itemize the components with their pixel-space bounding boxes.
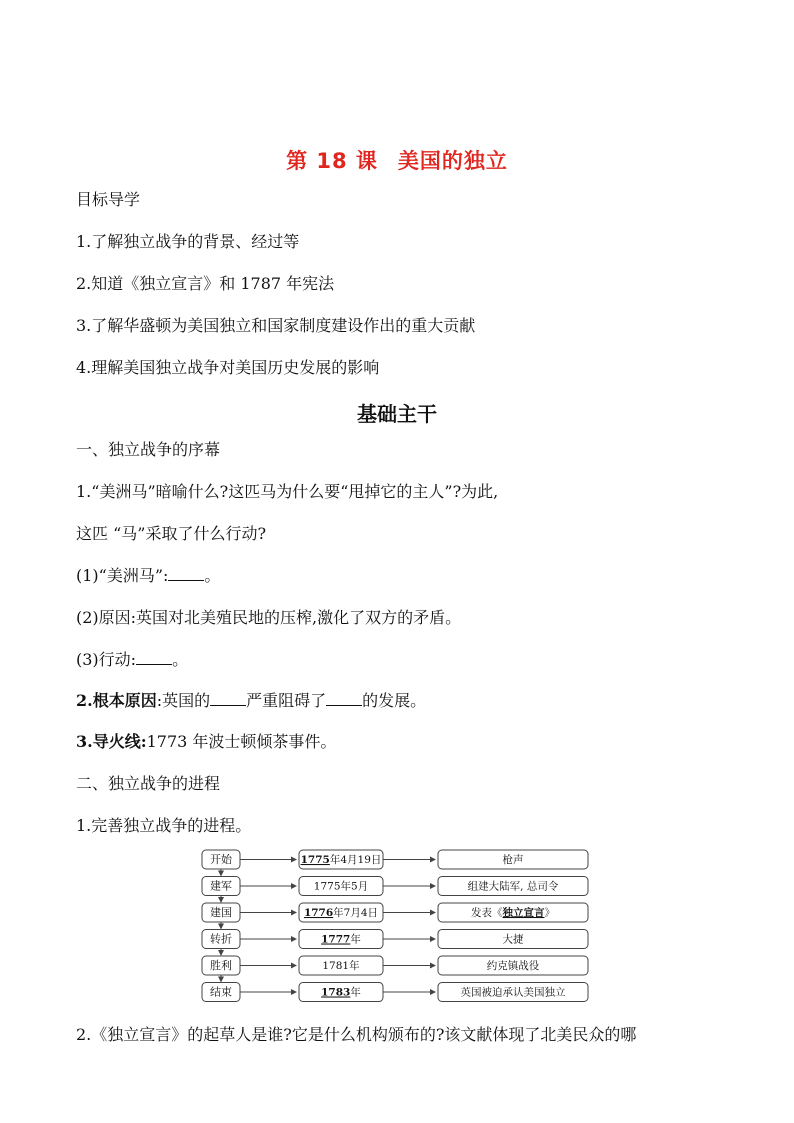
answer-2: (2)原因:英国对北美殖民地的压榨,激化了双方的矛盾。 [76, 608, 462, 627]
part2-question-1: 1.完善独立战争的进程。 [76, 816, 252, 835]
war-timeline-diagram [200, 846, 592, 1006]
answer-blank[interactable] [326, 691, 362, 706]
timeline-event-label: 大捷 [502, 933, 524, 946]
timeline-stage-label: 建军 [210, 879, 232, 893]
timeline-event-label: 发表《独立宣言》 [471, 907, 555, 919]
timeline-event-label: 约克镇战役 [486, 960, 540, 972]
question-2: 2.根本原因:英国的 严重阻碍了 的发展。 [76, 691, 427, 710]
goal-item: 4.理解美国独立战争对美国历史发展的影响 [76, 358, 380, 377]
part2-heading: 二、独立战争的进程 [76, 774, 221, 793]
timeline-event-label: 英国被迫承认美国独立 [460, 986, 566, 999]
timeline-date-label: 1775年5月 [313, 880, 369, 893]
timeline-date-label: 1776年7月4日 [303, 907, 379, 919]
answer-blank[interactable] [136, 650, 172, 665]
page-title [0, 145, 794, 175]
question-1-line2: 这匹 “马”采取了什么行动? [76, 524, 267, 543]
answer-3: (3)行动: 。 [76, 650, 189, 669]
lesson-number: 第 18 课 [286, 149, 378, 173]
goal-item: 2.知道《独立宣言》和 1787 年宪法 [76, 274, 335, 293]
part2-question-2: 2.《独立宣言》的起草人是谁?它是什么机构颁布的?该文献体现了北美民众的哪 [76, 1025, 637, 1044]
goals-heading: 目标导学 [76, 190, 141, 209]
timeline-date-label: 1783年 [321, 986, 361, 999]
timeline-date-label: 1781年 [322, 960, 360, 972]
question-1-line1: 1.“美洲马”暗喻什么?这匹马为什么要“甩掉它的主人”?为此, [76, 482, 499, 501]
timeline-date-label: 1777年 [321, 933, 361, 946]
timeline-stage-label: 结束 [210, 985, 232, 999]
goal-item: 1.了解独立战争的背景、经过等 [76, 232, 300, 251]
timeline-date-label: 1775年4月19日 [300, 854, 382, 866]
lesson-topic: 美国的独立 [397, 149, 508, 173]
timeline-event-label: 组建大陆军, 总司令 [467, 880, 559, 893]
part1-heading: 一、独立战争的序幕 [76, 440, 221, 459]
timeline-stage-label: 开始 [210, 853, 232, 866]
section-heading: 基础主干 [357, 402, 437, 426]
answer-blank[interactable] [168, 566, 204, 581]
timeline-event-label: 枪声 [502, 854, 524, 866]
timeline-stage-label: 胜利 [210, 959, 232, 972]
goal-item: 3.了解华盛顿为美国独立和国家制度建设作出的重大贡献 [76, 316, 476, 335]
question-3: 3.导火线:1773 年波士顿倾茶事件。 [76, 732, 337, 751]
answer-1: (1)“美洲马”: 。 [76, 566, 221, 585]
timeline-stage-label: 转折 [210, 932, 232, 946]
timeline-stage-label: 建国 [210, 906, 232, 919]
answer-blank[interactable] [210, 691, 246, 706]
